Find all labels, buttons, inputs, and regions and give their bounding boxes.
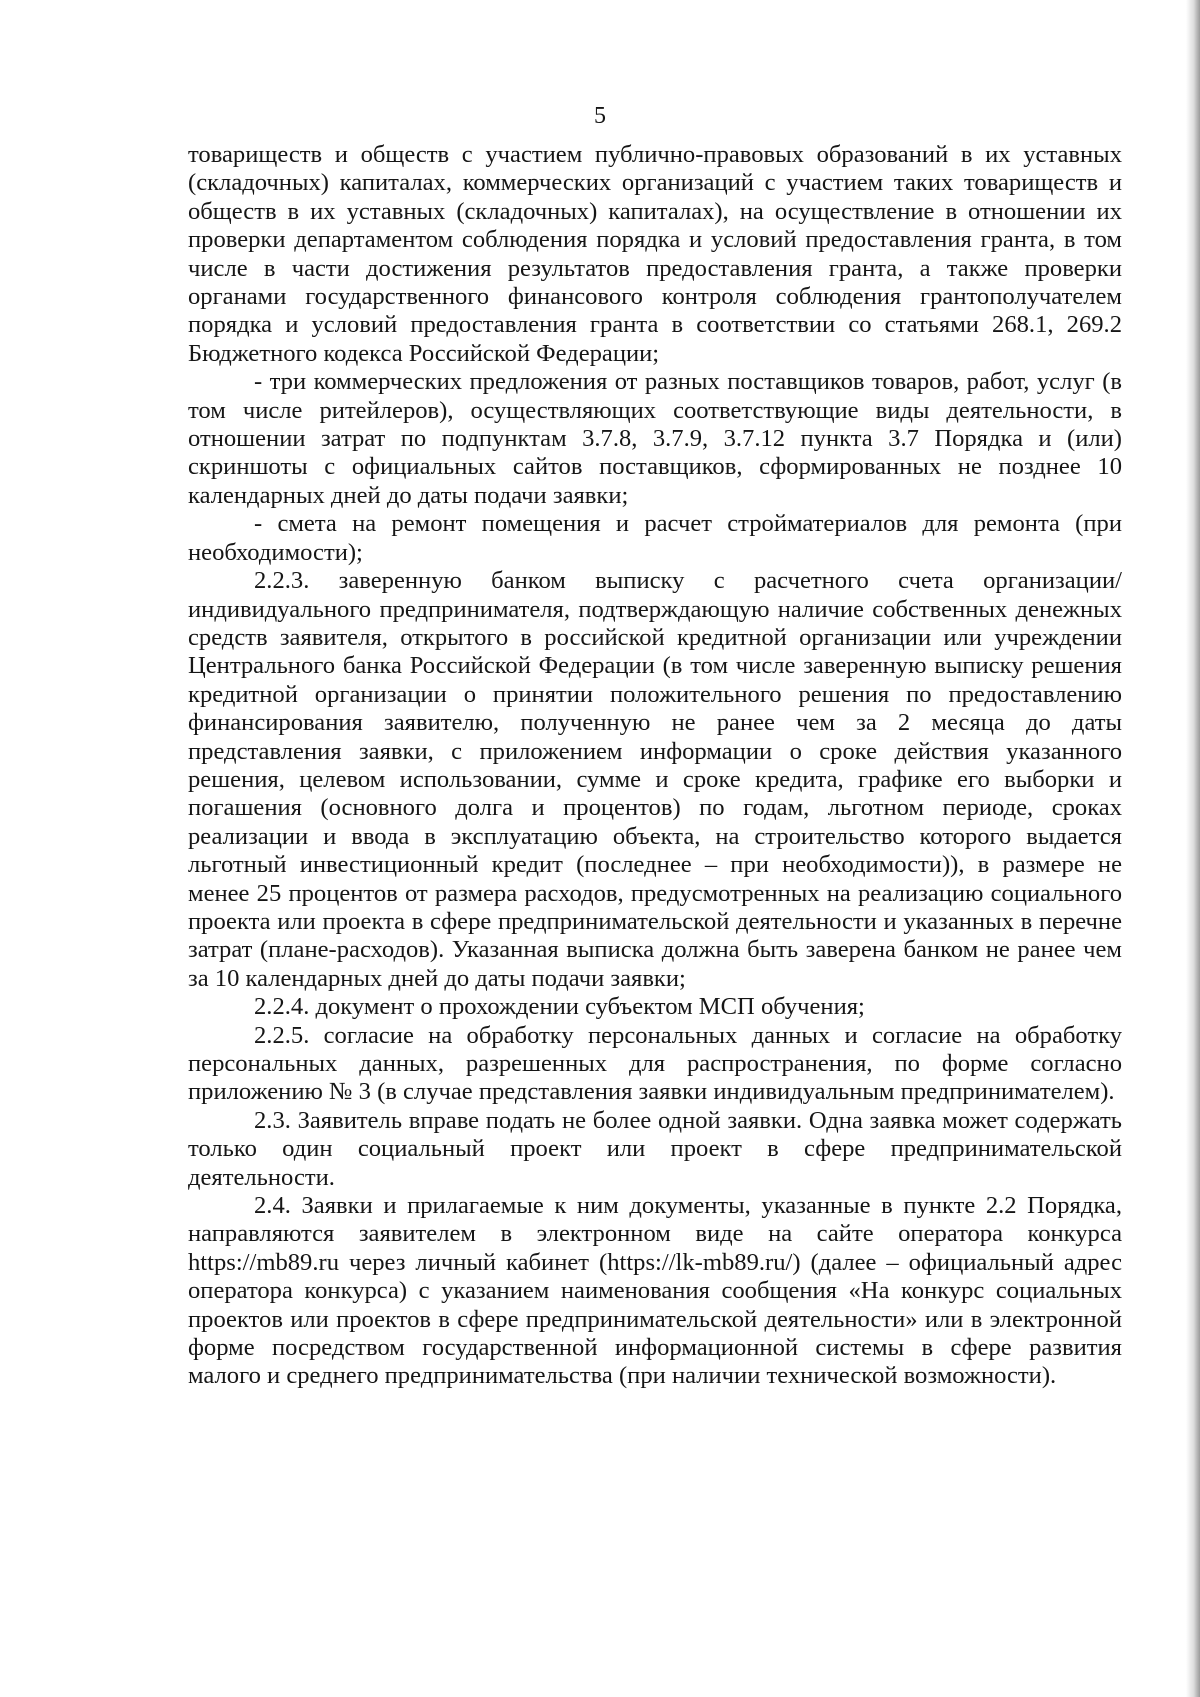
paragraph-2-3: 2.3. Заявитель вправе подать не более одной заявки. Одна заявка может содержать только один социальный проект или проект в сфере предпринимательской деятельности. — [188, 1106, 1122, 1191]
page-number: 5 — [594, 103, 606, 129]
paragraph-2-2-4: 2.2.4. документ о прохождении субъектом МСП обучения; — [254, 993, 865, 1021]
scan-edge-shadow — [1186, 0, 1200, 1697]
paragraph-2-2-5: 2.2.5. согласие на обработку персональных данных и согласие на обработку персональных данных, разрешенных для распространения, по форме согласно приложению № 3 (в случае представления заявки индивидуальным предпринимателем). — [188, 1021, 1122, 1106]
document-body — [188, 141, 1122, 1391]
paragraph-2-2-3: 2.2.3. заверенную банком выписку с расчетного счета организации/индивидуального предпринимателя, подтверждающую наличие собственных денежных средств заявителя, открытого в российской кредитной организации или учреждении Центрального банка Российской Федерации (в том числе заверенную выписку решения кредитной организации о принятии положительного решения по предоставлению финансирования заявителю, полученную не ранее чем за 2 месяца до даты представления заявки, с приложением информации о сроке действия указанного решения, целевом использовании, сумме и сроке кредита, графике его выборки и погашения (основного долга и процентов) по годам, льготном периоде, сроках реализации и ввода в эксплуатацию объекта, на строительство которого выдается льготный инвестиционный кредит (последнее – при необходимости)), в размере не менее 25 процентов от размера расходов, предусмотренных на реализацию социального проекта или проекта в сфере предпринимательской деятельности и указанных в перечне затрат (плане-расходов). Указанная выписка должна быть заверена банком не ранее чем за 10 календарных дней до даты подачи заявки; — [188, 567, 1122, 992]
paragraph-commercial-offers: - три коммерческих предложения от разных поставщиков товаров, работ, услуг (в том числе ритейлеров), осуществляющих соответствующие виды деятельности, в отношении затрат по подпунктам 3.7.8, 3.7.9, 3.7.12 пункта 3.7 Порядка и (или) скриншоты с официальных сайтов поставщиков, сформированных не позднее 10 календарных дней до даты подачи заявки; — [188, 368, 1122, 509]
paragraph-continuation: товариществ и обществ с участием публично-правовых образований в их уставных (складочных) капиталах, коммерческих организаций с участием таких товариществ и обществ в их уставных (складочных) капиталах), на осуществление в отношении их проверки департаментом соблюдения порядка и условий предоставления гранта, в том числе в части достижения результатов предоставления гранта, а также проверки органами государственного финансового контроля соблюдения грантополучателем порядка и условий предоставления гранта в соответствии со статьями 268.1, 269.2 Бюджетного кодекса Российской Федерации; — [188, 141, 1122, 367]
paragraph-repair-estimate: - смета на ремонт помещения и расчет стройматериалов для ремонта (при необходимости); — [188, 510, 1122, 566]
paragraph-2-4: 2.4. Заявки и прилагаемые к ним документы, указанные в пункте 2.2 Порядка, направляются заявителем в электронном виде на сайте оператора конкурса https://mb89.ru через личный кабинет (https://lk-mb89.ru/) (далее – официальный адрес оператора конкурса) с указанием наименования сообщения «На конкурс социальных проектов или проектов в сфере предпринимательской деятельности» или в электронной форме посредством государственной информационной системы в сфере развития малого и среднего предпринимательства (при наличии технической возможности). — [188, 1192, 1122, 1390]
